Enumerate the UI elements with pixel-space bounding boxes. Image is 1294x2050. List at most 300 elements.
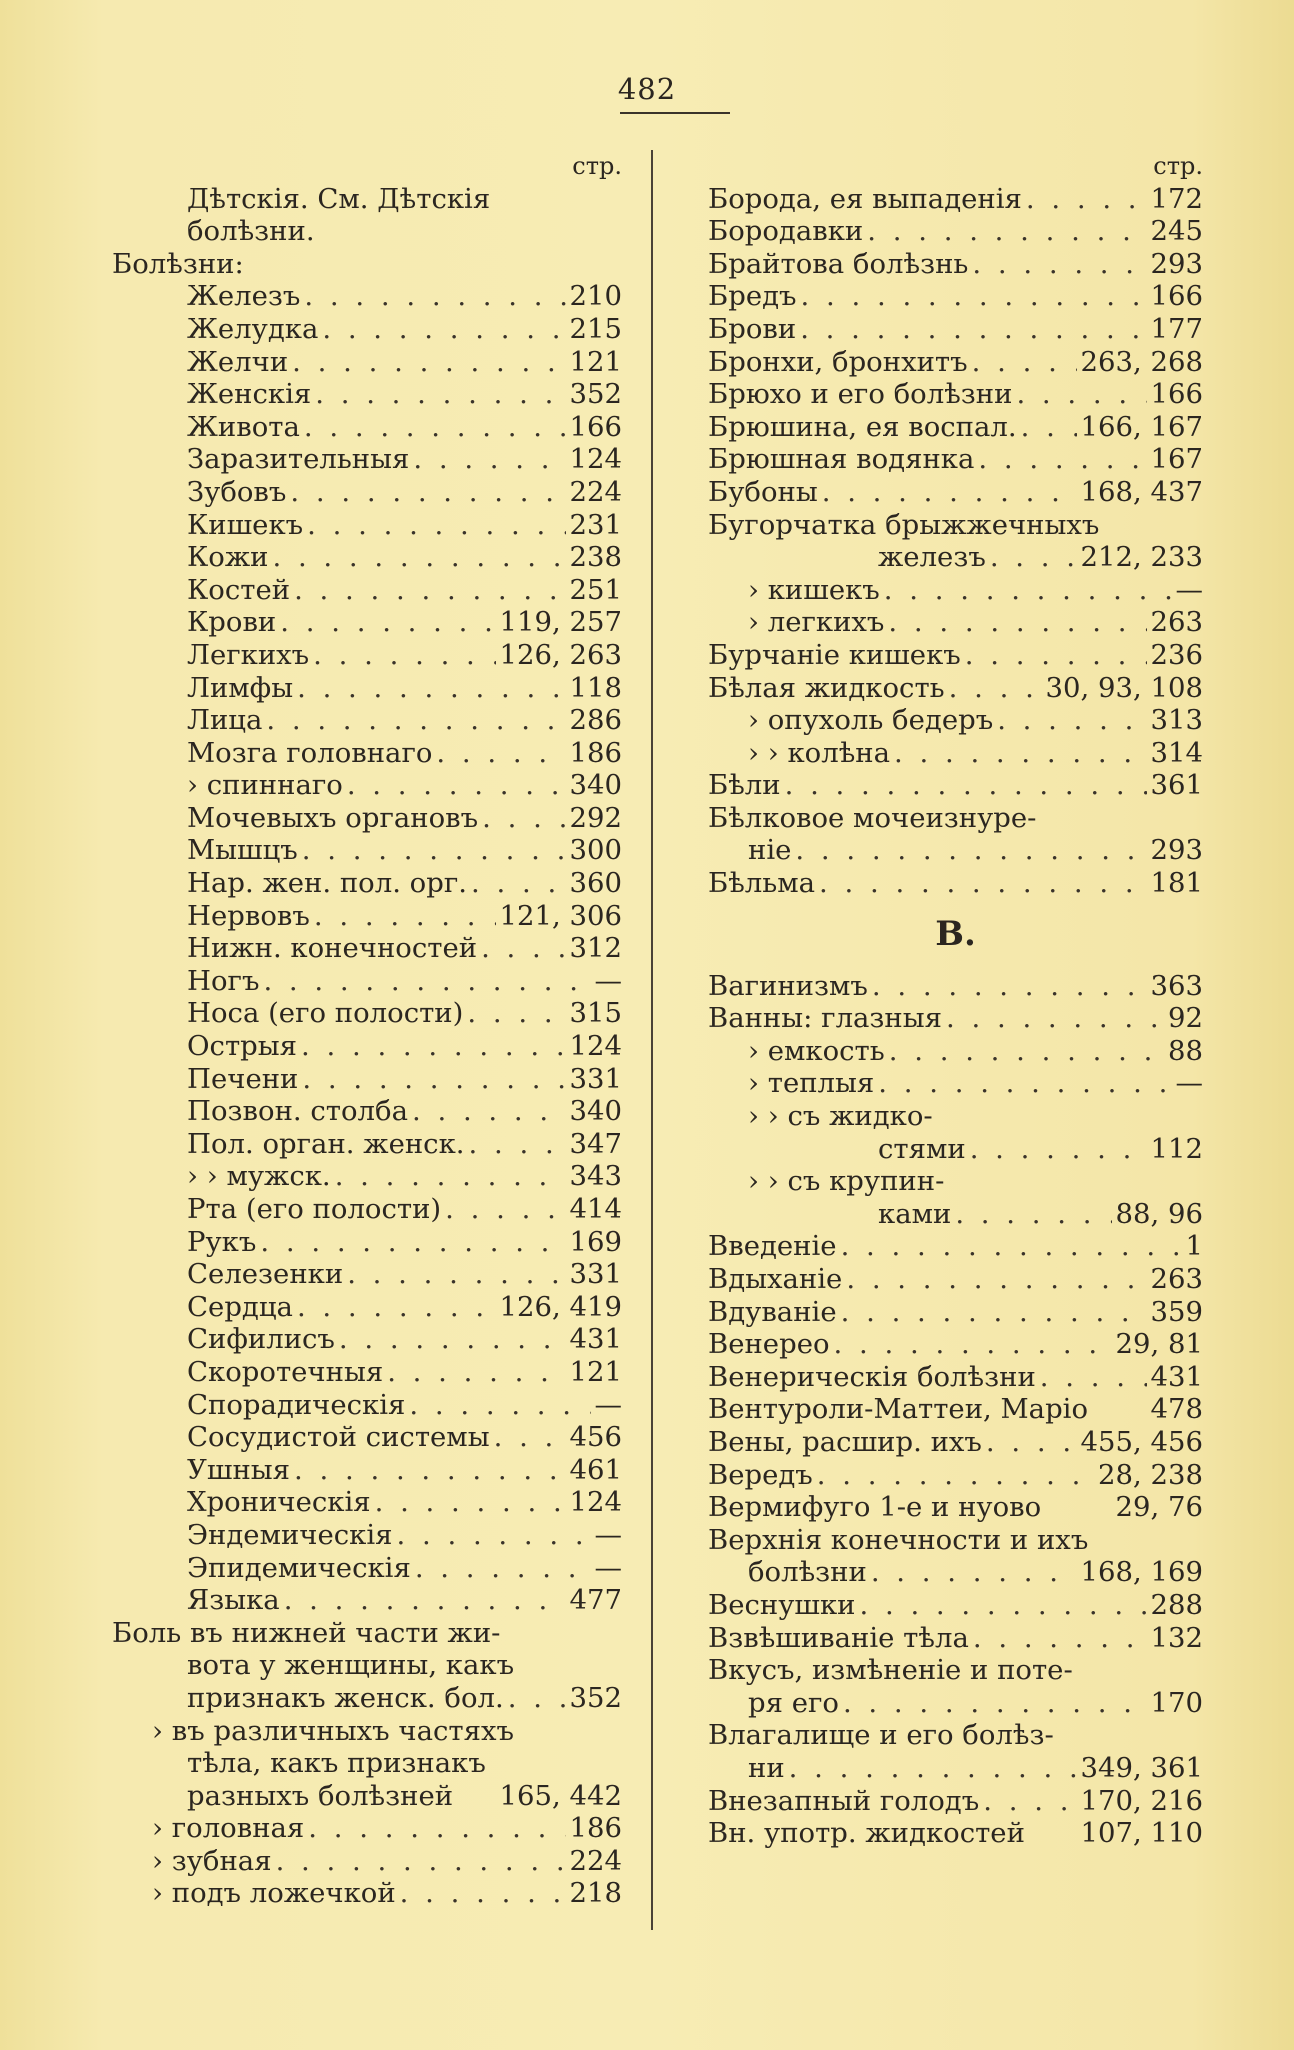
entry-page-ref: 314 <box>1150 736 1203 769</box>
entry-page-ref: 118 <box>569 671 622 704</box>
leader-dots <box>889 1035 1164 1068</box>
entry-page-ref: 331 <box>569 1258 622 1291</box>
index-entry <box>708 1654 1203 1687</box>
entry-page-ref: 251 <box>569 573 622 606</box>
entry-term: › головная <box>152 1812 305 1845</box>
entry-page-ref: 186 <box>569 1812 622 1845</box>
index-entry <box>708 313 1203 346</box>
entry-term: Дѣтскія. См. Дѣтскія <box>187 182 491 215</box>
index-entry <box>708 509 1203 542</box>
entry-page-ref: 119, 257 <box>499 606 622 639</box>
leader-dots <box>304 411 566 444</box>
index-entry <box>112 1519 622 1552</box>
index-entry <box>112 1715 622 1748</box>
entry-page-ref: 293 <box>1150 834 1203 867</box>
leader-dots <box>872 970 1147 1003</box>
index-entry <box>708 476 1203 509</box>
entry-page-ref: 170 <box>1150 1686 1203 1719</box>
leader-dots <box>1021 411 1077 444</box>
entry-term: ками <box>878 1197 952 1230</box>
entry-term: железъ <box>878 541 986 574</box>
page-column-label: стр. <box>1153 152 1203 180</box>
entry-term: Легкихъ <box>187 638 310 671</box>
leader-dots <box>946 1002 1164 1035</box>
entry-page-ref: — <box>1175 573 1203 606</box>
leader-dots <box>482 802 565 835</box>
index-entry <box>708 1426 1203 1459</box>
entry-term: ни <box>748 1751 785 1784</box>
entry-term: Пол. орган. женск. <box>187 1127 465 1160</box>
index-entry <box>112 574 622 607</box>
leader-dots <box>978 443 1146 476</box>
index-entry <box>112 248 622 281</box>
entry-page-ref: 166 <box>569 410 622 443</box>
entry-term: Бугорчатка брыжжечныхъ <box>708 508 1100 541</box>
entry-term: Влагалище и его болѣз- <box>708 1719 1054 1752</box>
leader-dots <box>795 834 1146 867</box>
index-entry <box>708 1361 1203 1394</box>
entry-term: › подъ ложечкой <box>152 1877 396 1910</box>
leader-dots <box>375 1486 566 1519</box>
section-letter-heading: В. <box>935 914 976 955</box>
entry-term: Сердца <box>187 1290 293 1323</box>
entry-page-ref: 168, 437 <box>1080 475 1203 508</box>
entry-page-ref: 292 <box>569 801 622 834</box>
index-entry <box>708 1230 1203 1263</box>
leader-dots <box>789 1752 1077 1785</box>
leader-dots <box>322 313 565 346</box>
index-entry <box>112 1193 622 1226</box>
entry-page-ref: 224 <box>569 475 622 508</box>
index-entry <box>112 509 622 542</box>
index-entry <box>112 1030 622 1063</box>
index-entry <box>112 476 622 509</box>
entry-term: Костей <box>187 573 291 606</box>
entry-term: Сифилисъ <box>187 1323 335 1356</box>
entry-page-ref: 340 <box>569 769 622 802</box>
index-entry <box>708 1752 1203 1785</box>
index-entry <box>708 867 1203 900</box>
entry-term: стями <box>878 1132 966 1165</box>
index-entry <box>112 1877 622 1910</box>
leader-dots <box>785 769 1147 802</box>
index-entry <box>112 313 622 346</box>
index-entry <box>708 1328 1203 1361</box>
index-entry <box>112 1649 622 1682</box>
index-entry <box>708 1459 1203 1492</box>
index-entry <box>112 606 622 639</box>
entry-term: Вдуваніе <box>708 1295 837 1328</box>
entry-page-ref: 431 <box>1150 1360 1203 1393</box>
leader-dots <box>280 606 495 639</box>
entry-page-ref: 455, 456 <box>1080 1425 1203 1458</box>
entry-term: Брюхо и его болѣзни <box>708 378 1013 411</box>
entry-term: Взвѣшиваніе тѣла <box>708 1621 969 1654</box>
entry-page-ref: 124 <box>569 1030 622 1063</box>
leader-dots <box>834 1328 1112 1361</box>
entry-page-ref: 312 <box>569 932 622 965</box>
leader-dots <box>445 1193 565 1226</box>
entry-page-ref: 300 <box>569 834 622 867</box>
entry-page-ref: — <box>1175 1067 1203 1100</box>
index-entry <box>112 1552 622 1585</box>
entry-page-ref: 121 <box>569 1355 622 1388</box>
index-entry <box>708 1296 1203 1329</box>
leader-dots <box>415 1552 591 1585</box>
entry-term: Зубовъ <box>187 475 287 508</box>
entry-page-ref: 166 <box>1150 280 1203 313</box>
entry-page-ref: 359 <box>1150 1295 1203 1328</box>
entry-term: › › съ жидко- <box>748 1100 933 1133</box>
entry-term: › › колѣна <box>748 736 890 769</box>
entry-term: › кишекъ <box>748 573 880 606</box>
entry-term: › опухоль бедеръ <box>748 704 994 737</box>
leader-dots <box>884 574 1172 607</box>
entry-term: Вермифуго 1-е и нуово <box>708 1491 1042 1524</box>
index-entry <box>708 1524 1203 1557</box>
entry-page-ref: 347 <box>569 1127 622 1160</box>
index-entry <box>112 900 622 933</box>
entry-page-ref: 112 <box>1150 1132 1203 1165</box>
leader-dots <box>294 574 565 607</box>
leader-dots <box>970 1133 1147 1166</box>
entry-page-ref: 166 <box>1150 378 1203 411</box>
entry-term: Вкусъ, измѣненіе и поте- <box>708 1654 1073 1687</box>
index-entry <box>112 1356 622 1389</box>
entry-term: Вередъ <box>708 1458 813 1491</box>
leader-dots <box>347 1258 565 1291</box>
leader-dots <box>888 606 1146 639</box>
index-entry <box>112 215 622 248</box>
entry-term: Брови <box>708 312 797 345</box>
index-column-left <box>112 150 622 1910</box>
entry-page-ref: 414 <box>569 1193 622 1225</box>
leader-dots <box>313 639 495 672</box>
leader-dots <box>469 1128 566 1161</box>
leader-dots <box>955 1198 1111 1231</box>
entry-page-ref: 29, 76 <box>1115 1491 1203 1524</box>
leader-dots <box>819 867 1146 900</box>
entry-term: Нижн. конечностей <box>187 932 478 965</box>
leader-dots <box>308 1812 565 1845</box>
leader-dots <box>878 1067 1171 1100</box>
index-entry <box>112 932 622 965</box>
index-entry <box>708 378 1203 411</box>
entry-page-ref: 215 <box>569 312 622 345</box>
entry-term: Рта (его полости) <box>187 1193 442 1225</box>
leader-dots <box>841 1296 1147 1329</box>
entry-term: тѣла, какъ признакъ <box>187 1747 486 1780</box>
leader-dots <box>997 704 1146 737</box>
entry-page-ref: 124 <box>569 443 622 476</box>
index-entry <box>708 1817 1203 1850</box>
entry-term: Спорадическія <box>187 1388 406 1421</box>
leader-dots <box>871 1556 1077 1589</box>
entry-term: Веснушки <box>708 1588 856 1621</box>
entry-term: вота у женщины, какъ <box>187 1649 515 1682</box>
entry-term: › въ различныхъ частяхъ <box>152 1714 514 1747</box>
entry-term: › теплыя <box>748 1067 875 1100</box>
leader-dots <box>467 997 565 1030</box>
index-entry <box>708 1785 1203 1818</box>
entry-term: Ногъ <box>187 964 260 997</box>
entry-term: болѣзни <box>748 1556 867 1589</box>
leader-dots <box>801 280 1147 313</box>
entry-page-ref: 263 <box>1150 1263 1203 1295</box>
index-entry <box>708 1556 1203 1589</box>
index-entry <box>112 1095 622 1128</box>
leader-dots <box>397 1519 591 1552</box>
leader-dots <box>314 900 496 933</box>
entry-term: Бородавки <box>708 215 864 248</box>
entry-term: Борода, ея выпаденія <box>708 182 1022 215</box>
index-entry <box>112 1486 622 1519</box>
entry-page-ref: 167 <box>1150 443 1203 476</box>
leader-dots <box>347 769 566 802</box>
index-entry <box>708 280 1203 313</box>
entry-page-ref: 132 <box>1150 1621 1203 1654</box>
entry-page-ref: 361 <box>1150 769 1203 802</box>
entry-page-ref: 121 <box>569 345 622 378</box>
index-entry <box>708 411 1203 444</box>
entry-page-ref: 29, 81 <box>1115 1328 1203 1361</box>
entry-page-ref: 168, 169 <box>1080 1556 1203 1589</box>
entry-page-ref: 124 <box>569 1486 622 1519</box>
entry-term: Мочевыхъ органовъ <box>187 801 479 834</box>
entry-term: Бѣлая жидкость <box>708 671 945 704</box>
entry-term: Мышцъ <box>187 834 298 867</box>
entry-term: разныхъ болѣзней <box>187 1779 454 1812</box>
index-entry <box>112 1160 622 1193</box>
entry-page-ref: 224 <box>569 1844 622 1877</box>
leader-dots <box>387 1356 565 1389</box>
index-entry <box>112 183 622 216</box>
index-entry <box>708 1133 1203 1166</box>
entry-page-ref: 126, 419 <box>499 1290 622 1323</box>
entry-page-ref: 343 <box>569 1160 622 1193</box>
index-entry <box>112 1584 622 1617</box>
entry-term: Печени <box>187 1062 299 1095</box>
index-entry <box>708 834 1203 867</box>
index-entry <box>708 1719 1203 1752</box>
leader-dots <box>972 346 1077 379</box>
leader-dots <box>1016 378 1146 411</box>
entry-term: Эпидемическія <box>187 1551 411 1584</box>
entry-term: Позвон. столба <box>187 1095 408 1128</box>
index-entry <box>112 1617 622 1650</box>
entry-term: Бурчаніе кишекъ <box>708 638 961 671</box>
entry-term: Языка <box>187 1584 280 1617</box>
leader-dots <box>302 834 566 867</box>
entry-term: Кожи <box>187 541 269 574</box>
index-entry <box>708 704 1203 737</box>
leader-dots <box>949 672 1042 705</box>
entry-term: Острыя <box>187 1030 297 1063</box>
index-entry <box>112 541 622 574</box>
index-entry <box>708 1622 1203 1655</box>
entry-page-ref: 126, 263 <box>499 638 622 671</box>
entry-page-ref: 431 <box>569 1323 622 1356</box>
leader-dots <box>290 476 565 509</box>
entry-term: Бѣлковое мочеизнуре- <box>708 801 1037 834</box>
entry-page-ref: 218 <box>569 1877 622 1910</box>
index-entry <box>708 574 1203 607</box>
leader-dots <box>471 867 566 900</box>
entry-term: ря его <box>748 1686 839 1719</box>
page-number-rule <box>620 112 730 114</box>
leader-dots <box>494 1421 566 1454</box>
entry-term: Верхнія конечности и ихъ <box>708 1523 1089 1556</box>
leader-dots <box>260 1226 565 1259</box>
index-entry <box>112 280 622 313</box>
index-entry <box>708 1263 1203 1296</box>
index-entry <box>708 1165 1203 1198</box>
page-number: 482 <box>617 72 677 106</box>
index-entry <box>708 802 1203 835</box>
entry-page-ref: 477 <box>569 1584 622 1617</box>
entry-term: › легкихъ <box>748 606 885 639</box>
leader-dots <box>307 509 565 542</box>
index-entry <box>708 672 1203 705</box>
index-entry <box>112 1389 622 1422</box>
entry-page-ref: 313 <box>1150 704 1203 737</box>
entry-term: Болѣзни: <box>112 247 244 280</box>
entry-page-ref: 331 <box>569 1062 622 1095</box>
index-entry <box>112 1780 622 1813</box>
entry-term: Брюшная водянка <box>708 443 975 476</box>
leader-dots <box>276 1845 566 1878</box>
entry-page-ref: 166, 167 <box>1080 410 1203 443</box>
entry-page-ref: 293 <box>1150 247 1203 280</box>
entry-page-ref: 360 <box>569 867 622 900</box>
index-entry <box>708 769 1203 802</box>
leader-dots <box>867 215 1146 248</box>
index-entry <box>112 1291 622 1324</box>
entry-term: Вдыханіе <box>708 1263 843 1295</box>
index-entry <box>708 1687 1203 1720</box>
index-entry <box>708 1198 1203 1231</box>
entry-page-ref: 181 <box>1150 867 1203 900</box>
entry-page-ref: — <box>594 1388 622 1421</box>
entry-page-ref: 286 <box>569 704 622 737</box>
entry-term: Вагинизмъ <box>708 969 868 1002</box>
entry-page-ref: 186 <box>569 736 622 769</box>
index-entry <box>112 346 622 379</box>
index-entry <box>708 215 1203 248</box>
entry-page-ref: 340 <box>569 1095 622 1128</box>
entry-page-ref: 288 <box>1150 1588 1203 1621</box>
entry-term: Венерическія болѣзни <box>708 1360 1036 1393</box>
entry-term: Носа (его полости) <box>187 997 464 1030</box>
leader-dots <box>481 932 565 965</box>
leader-dots <box>894 737 1147 770</box>
entry-page-ref: 456 <box>569 1421 622 1454</box>
index-entry <box>708 1589 1203 1622</box>
entry-page-ref: 172 <box>1150 182 1203 215</box>
index-entry <box>708 1067 1203 1100</box>
entry-term: Лимфы <box>187 671 294 704</box>
entry-term: Заразительныя <box>187 443 410 476</box>
entry-term: Бѣли <box>708 769 781 802</box>
entry-term: Введеніе <box>708 1230 837 1263</box>
index-entry <box>708 970 1203 1003</box>
entry-term: Кишекъ <box>187 508 304 541</box>
index-entry <box>112 672 622 705</box>
entry-term: Лица <box>187 704 263 737</box>
leader-dots <box>983 1785 1076 1818</box>
leader-dots <box>335 1160 566 1193</box>
leader-dots <box>817 1459 1094 1492</box>
entry-page-ref: 107, 110 <box>1080 1817 1203 1850</box>
leader-dots <box>973 1622 1147 1655</box>
index-entry <box>708 1002 1203 1035</box>
index-entry <box>112 965 622 998</box>
leader-dots <box>294 1454 565 1487</box>
leader-dots <box>263 965 590 998</box>
index-entry <box>112 1421 622 1454</box>
index-entry <box>708 248 1203 281</box>
entry-term: Сосудистой системы <box>187 1421 490 1454</box>
entry-page-ref: — <box>594 964 622 997</box>
entry-term: признакъ женск. бол. <box>187 1681 504 1714</box>
entry-term: Селезенки <box>187 1258 344 1291</box>
entry-page-ref: 169 <box>569 1225 622 1258</box>
leader-dots <box>965 639 1147 672</box>
index-column-right <box>708 150 1203 1850</box>
index-entry <box>708 639 1203 672</box>
entry-page-ref: 210 <box>569 280 622 313</box>
entry-term: Нервовъ <box>187 899 310 932</box>
entry-term: Бронхи, бронхитъ <box>708 345 968 378</box>
entry-page-ref: — <box>594 1551 622 1584</box>
entry-page-ref: 165, 442 <box>499 1779 622 1812</box>
index-entry <box>112 1812 622 1845</box>
index-entry <box>112 639 622 672</box>
entry-page-ref: 263 <box>1150 606 1203 639</box>
index-entry <box>112 769 622 802</box>
leader-dots <box>400 1877 566 1910</box>
entry-page-ref: 231 <box>569 508 622 541</box>
leader-dots <box>297 1291 496 1324</box>
column-header <box>708 150 1203 183</box>
entry-page-ref: 88, 96 <box>1115 1197 1203 1230</box>
entry-term: Мозга головнаго <box>187 736 433 769</box>
entry-term: Желчи <box>187 345 289 378</box>
index-entry <box>112 1845 622 1878</box>
entry-page-ref: 236 <box>1150 638 1203 671</box>
leader-dots <box>508 1682 566 1715</box>
entry-term: Брюшина, ея воспал. <box>708 410 1017 443</box>
entry-term: Живота <box>187 410 300 443</box>
entry-term: Железъ <box>187 280 301 313</box>
entry-term: › › мужск. <box>187 1160 331 1193</box>
index-entry <box>112 867 622 900</box>
index-entry <box>112 1682 622 1715</box>
leader-dots <box>843 1687 1147 1720</box>
index-entry <box>112 1323 622 1356</box>
entry-page-ref: 28, 238 <box>1098 1458 1203 1491</box>
leader-dots <box>412 1095 566 1128</box>
leader-dots <box>990 541 1077 574</box>
leader-dots <box>841 1230 1182 1263</box>
entry-page-ref: 238 <box>569 541 622 574</box>
index-entry <box>112 997 622 1030</box>
entry-term: Ушныя <box>187 1453 291 1486</box>
leader-dots <box>822 476 1077 509</box>
leader-dots <box>859 1589 1146 1622</box>
leader-dots <box>1040 1361 1147 1394</box>
entry-page-ref: 1 <box>1185 1230 1203 1263</box>
